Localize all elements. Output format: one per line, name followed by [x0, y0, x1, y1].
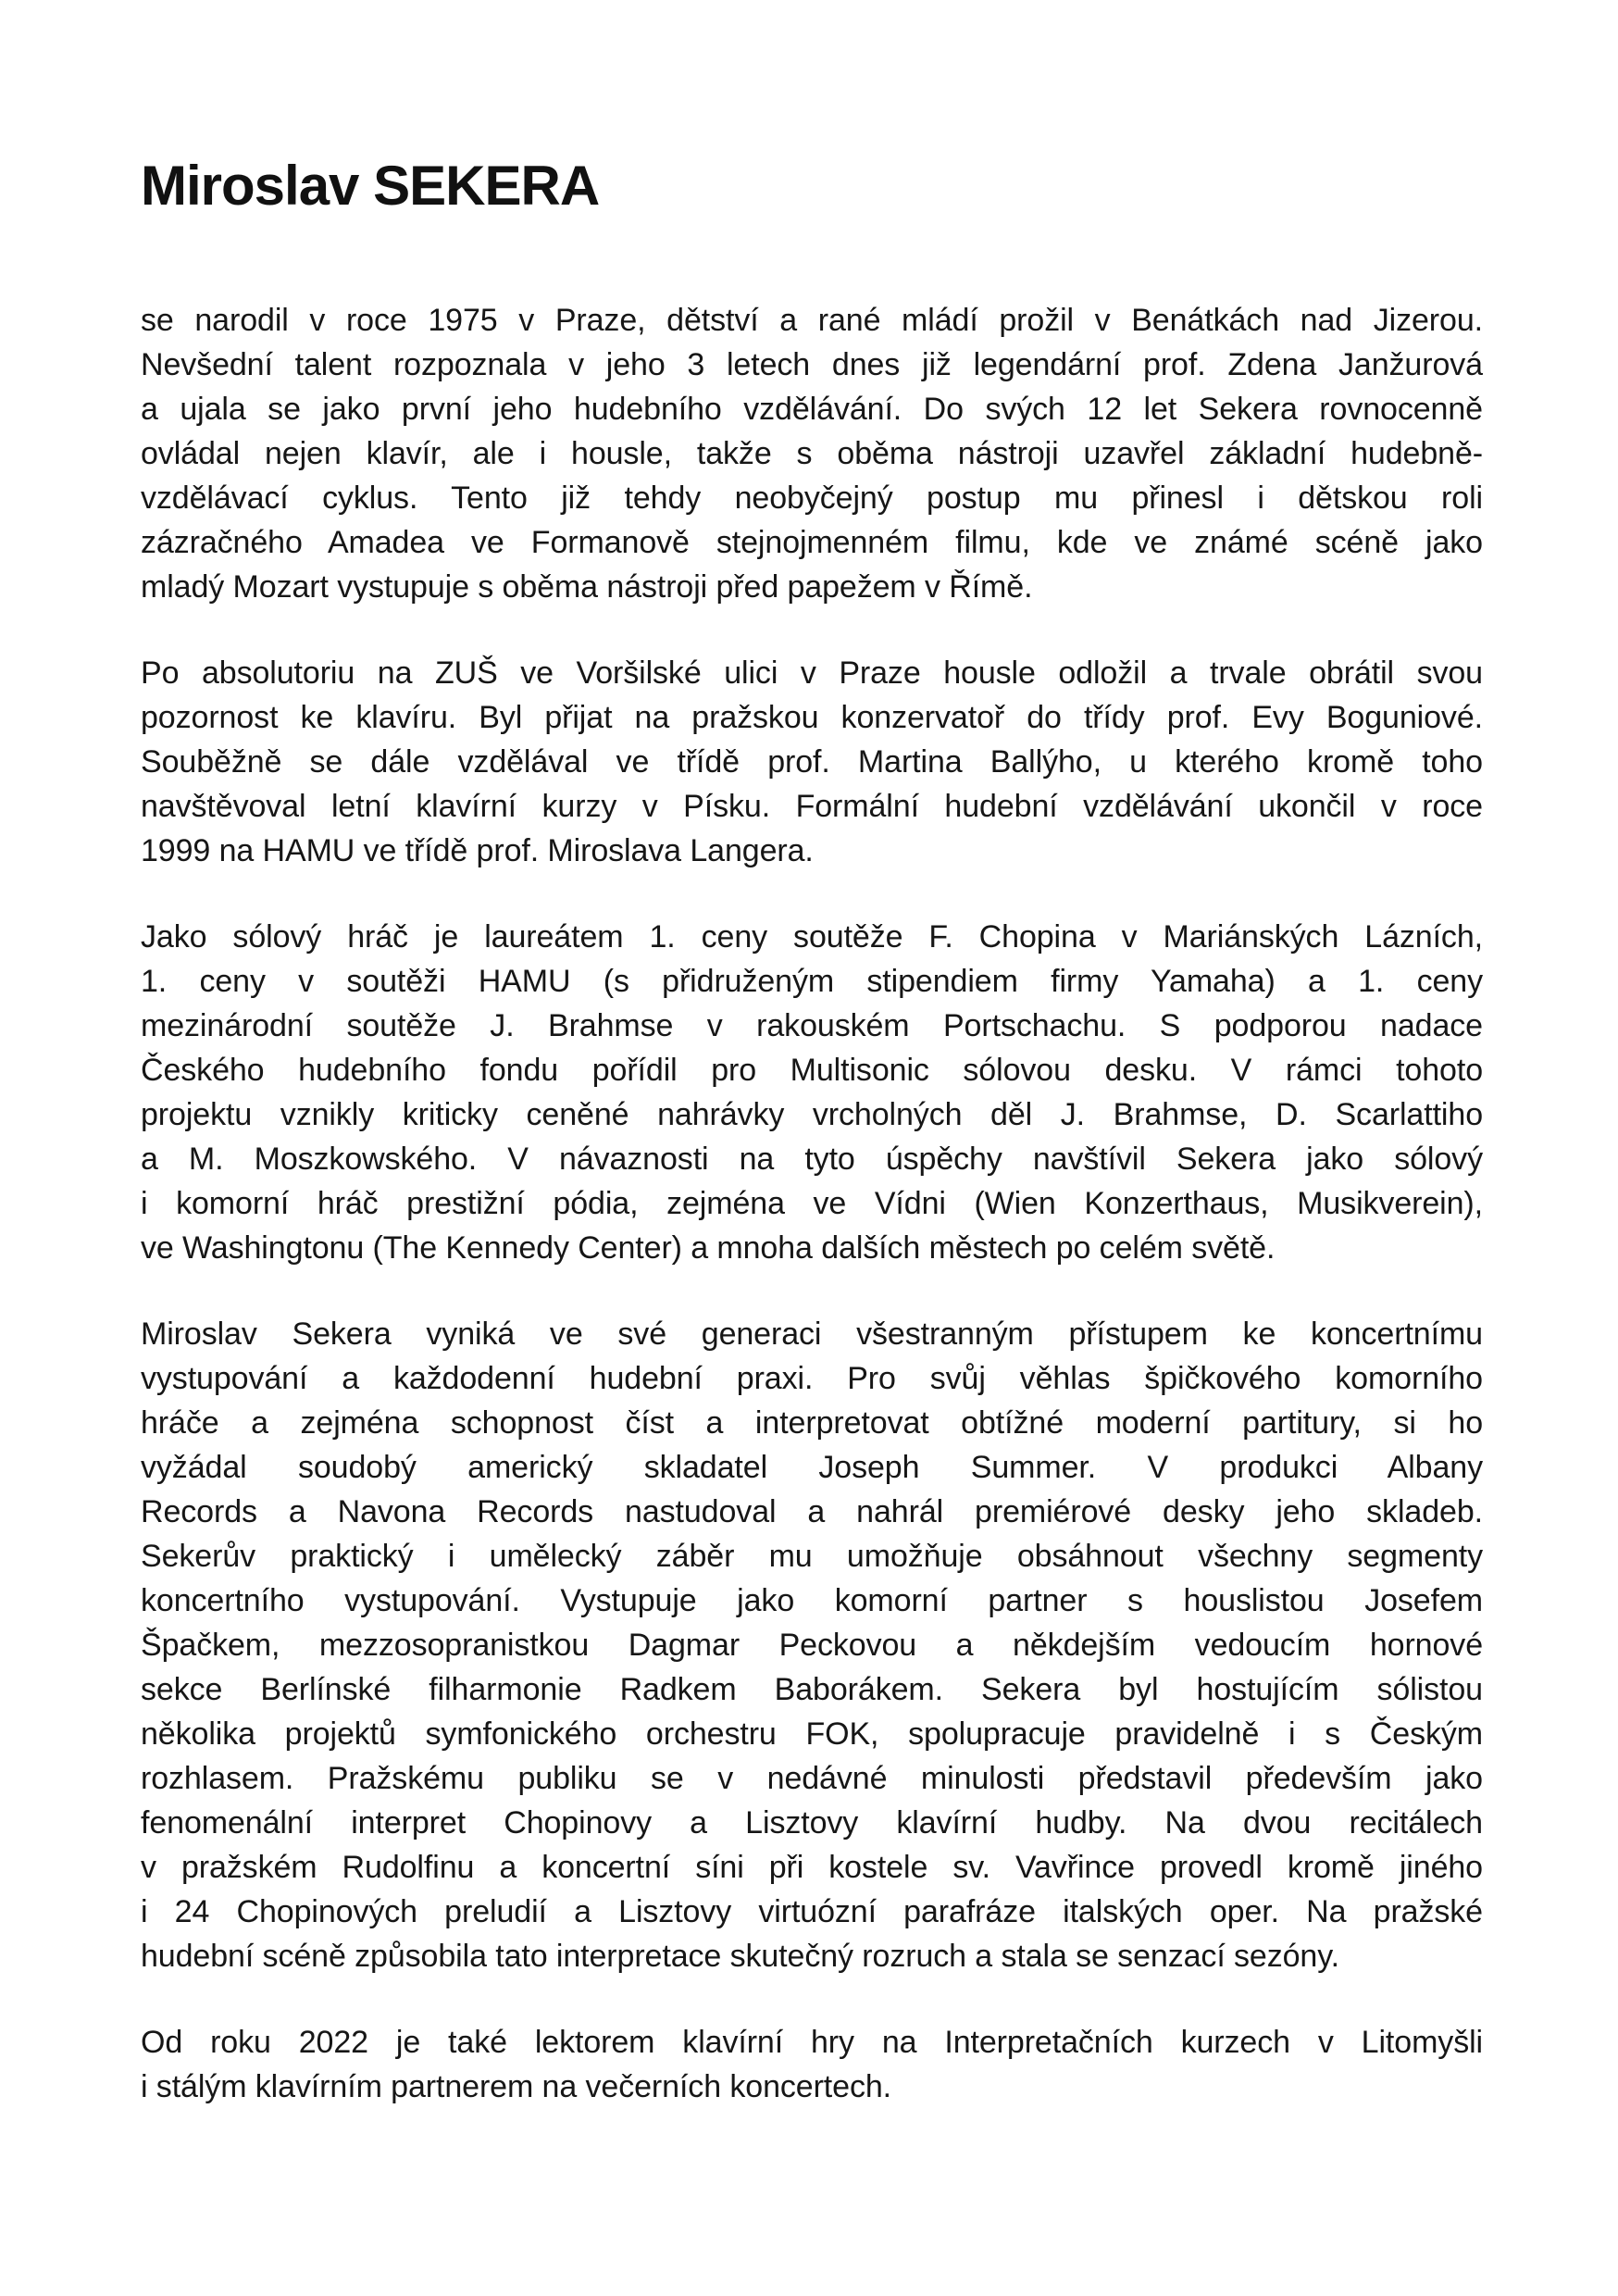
paragraph-line: 1999 na HAMU ve třídě prof. Miroslava Langera.: [141, 833, 814, 868]
paragraph-line: se narodil v roce 1975 v Praze, dětství a rané mládí prožil v Benátkách nad Jizerou.: [141, 303, 1483, 338]
paragraph-line: hráče a zejména schopnost číst a interpretovat obtížné moderní partitury, si ho: [141, 1405, 1483, 1441]
paragraph-line: Od roku 2022 je také lektorem klavírní hry na Interpretačních kurzech v Litomyšli: [141, 2025, 1483, 2060]
paragraph-line: koncertního vystupování. Vystupuje jako komorní partner s houslistou Josefem: [141, 1583, 1483, 1618]
paragraph-line: a ujala se jako první jeho hudebního vzdělávání. Do svých 12 let Sekera rovnocenně: [141, 392, 1483, 427]
biography-text: [141, 298, 1483, 2109]
paragraph-line: fenomenální interpret Chopinovy a Lisztovy klavírní hudby. Na dvou recitálech: [141, 1805, 1483, 1841]
paragraph-line: i komorní hráč prestižní pódia, zejména ve Vídni (Wien Konzerthaus, Musikverein),: [141, 1186, 1483, 1221]
paragraph-line: ovládal nejen klavír, ale i housle, takže s oběma nástroji uzavřel základní hudebně-: [141, 436, 1483, 471]
paragraph-line: rozhlasem. Pražskému publiku se v nedávné minulosti představil především jako: [141, 1761, 1483, 1796]
paragraph-line: Po absolutoriu na ZUŠ ve Voršilské ulici v Praze housle odložil a trvale obrátil svou: [141, 655, 1483, 691]
paragraph-line: Českého hudebního fondu pořídil pro Multisonic sólovou desku. V rámci tohoto: [141, 1053, 1483, 1088]
paragraph-line: několika projektů symfonického orchestru FOK, spolupracuje pravidelně i s Českým: [141, 1716, 1483, 1752]
paragraph-line: v pražském Rudolfinu a koncertní síni při kostele sv. Vavřince provedl kromě jiného: [141, 1850, 1483, 1885]
paragraph-line: navštěvoval letní klavírní kurzy v Písku. Formální hudební vzdělávání ukončil v roce: [141, 789, 1483, 824]
paragraph: [141, 2020, 1483, 2109]
page-title: Miroslav SEKERA: [141, 155, 600, 217]
paragraph-line: pozornost ke klavíru. Byl přijat na pražskou konzervatoř do třídy prof. Evy Boguniové.: [141, 700, 1483, 735]
paragraph: [141, 915, 1483, 1270]
paragraph-line: Jako sólový hráč je laureátem 1. ceny soutěže F. Chopina v Mariánských Lázních,: [141, 919, 1483, 955]
paragraph-line: a M. Moszkowského. V návaznosti na tyto úspěchy navštívil Sekera jako sólový: [141, 1142, 1483, 1177]
paragraph-line: ve Washingtonu (The Kennedy Center) a mnoha dalších městech po celém světě.: [141, 1230, 1276, 1266]
paragraph-line: Miroslav Sekera vyniká ve své generaci všestranným přístupem ke koncertnímu: [141, 1316, 1483, 1352]
paragraph-line: vyžádal soudobý americký skladatel Joseph Summer. V produkci Albany: [141, 1450, 1483, 1485]
paragraph-line: Souběžně se dále vzdělával ve třídě prof. Martina Ballýho, u kterého kromě toho: [141, 744, 1483, 780]
paragraph-line: Sekerův praktický i umělecký záběr mu umožňuje obsáhnout všechny segmenty: [141, 1539, 1483, 1574]
paragraph-line: 1. ceny v soutěži HAMU (s přidruženým stipendiem firmy Yamaha) a 1. ceny: [141, 964, 1483, 999]
paragraph-line: zázračného Amadea ve Formanově stejnojmenném filmu, kde ve známé scéně jako: [141, 525, 1483, 560]
paragraph-line: i 24 Chopinových preludií a Lisztovy virtuózní parafráze italských oper. Na pražské: [141, 1894, 1483, 1929]
paragraph-line: hudební scéně způsobila tato interpretace skutečný rozruch a stala se senzací sezóny.: [141, 1939, 1339, 1974]
paragraph-line: vzdělávací cyklus. Tento již tehdy neobyčejný postup mu přinesl i dětskou roli: [141, 480, 1483, 516]
paragraph-line: Nevšední talent rozpoznala v jeho 3 letech dnes již legendární prof. Zdena Janžurová: [141, 347, 1483, 382]
paragraph: [141, 651, 1483, 873]
paragraph-line: mezinárodní soutěže J. Brahmse v rakouském Portschachu. S podporou nadace: [141, 1008, 1483, 1043]
paragraph: [141, 298, 1483, 609]
paragraph-line: projektu vznikly kriticky ceněné nahrávky vrcholných děl J. Brahmse, D. Scarlattiho: [141, 1097, 1483, 1132]
paragraph-line: Špačkem, mezzosopranistkou Dagmar Peckovou a někdejším vedoucím hornové: [141, 1628, 1483, 1663]
paragraph: [141, 1312, 1483, 1978]
paragraph-line: vystupování a každodenní hudební praxi. Pro svůj věhlas špičkového komorního: [141, 1361, 1483, 1396]
paragraph-line: sekce Berlínské filharmonie Radkem Baborákem. Sekera byl hostujícím sólistou: [141, 1672, 1483, 1707]
paragraph-line: Records a Navona Records nastudoval a nahrál premiérové desky jeho skladeb.: [141, 1494, 1483, 1529]
paragraph-line: mladý Mozart vystupuje s oběma nástroji před papežem v Římě.: [141, 569, 1033, 605]
paragraph-line: i stálým klavírním partnerem na večerních koncertech.: [141, 2069, 892, 2104]
